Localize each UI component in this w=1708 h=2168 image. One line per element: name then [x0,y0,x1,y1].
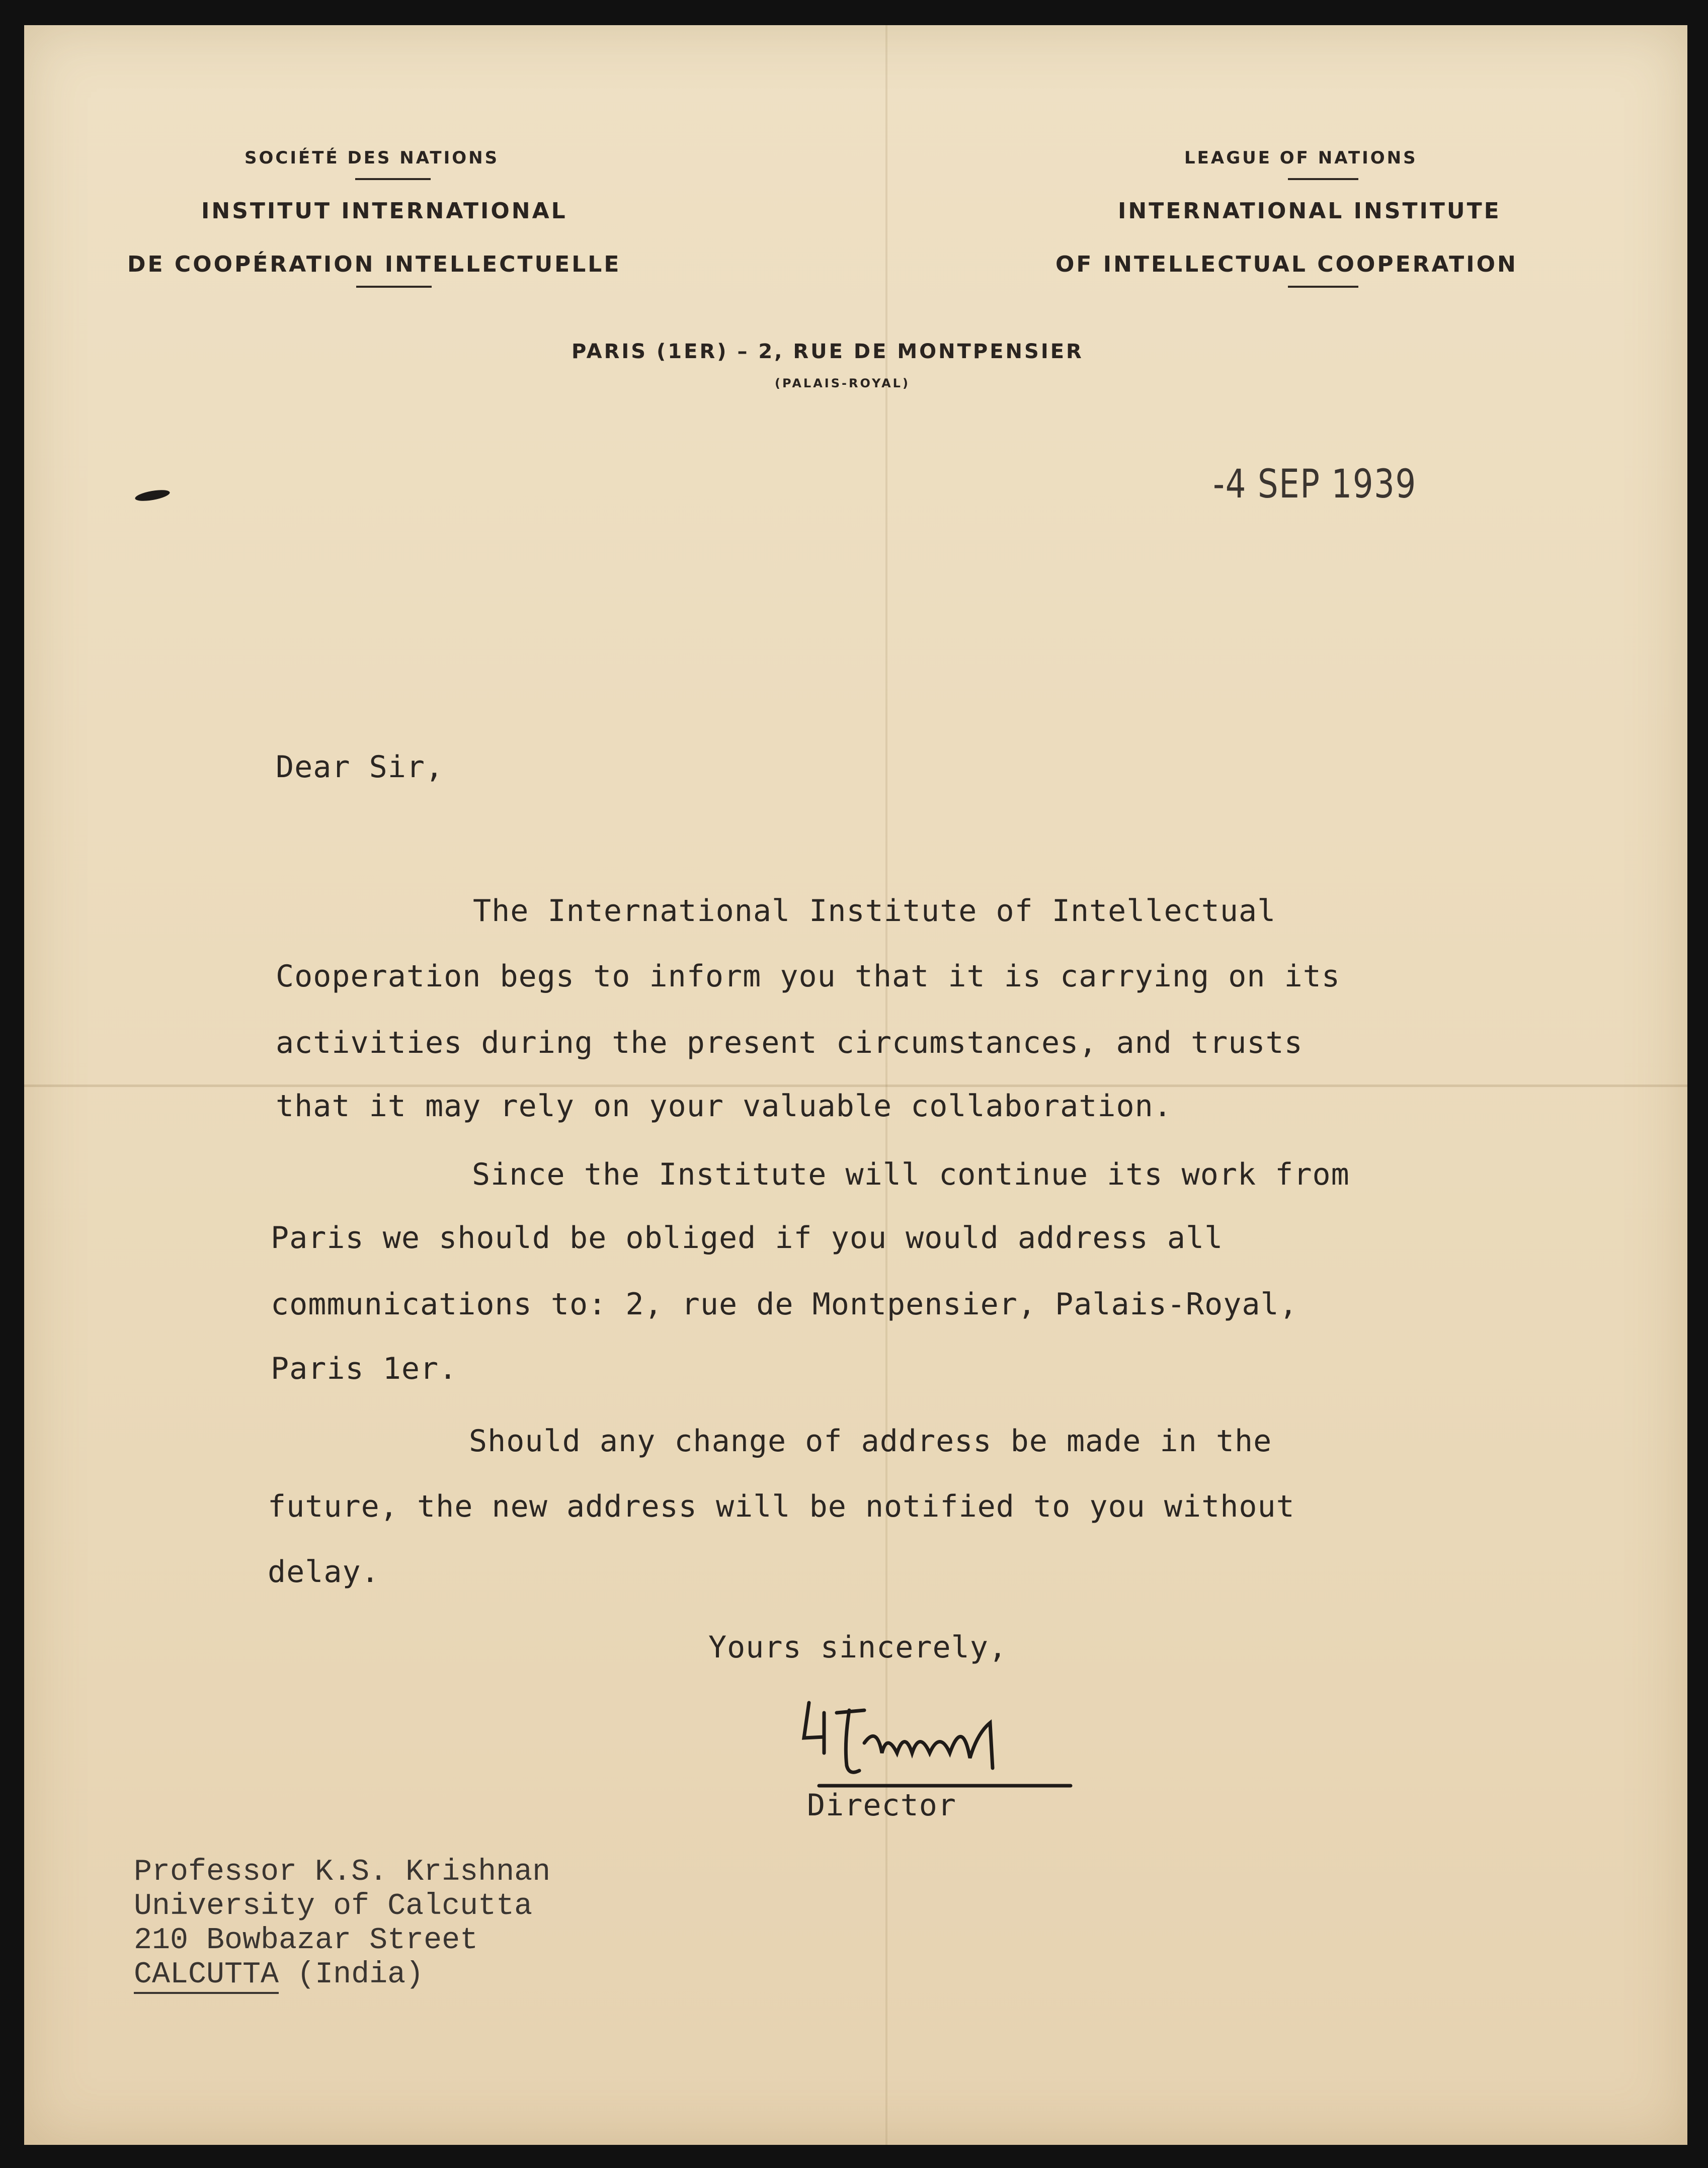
recipient-street: 210 Bowbazar Street [134,1924,478,1958]
recipient-country: (India) [297,1958,424,1992]
letterhead-right-line1: INTERNATIONAL INSTITUTE [1118,198,1501,224]
director-signature [789,1683,1081,1798]
body-line: Cooperation begs to inform you that it is carrying on its [276,959,1341,994]
recipient-institution: University of Calcutta [134,1889,533,1924]
body-line: Should any change of address be made in the [469,1424,1272,1459]
horizontal-fold-crease [24,1085,1687,1087]
body-line: future, the new address will be notified to you without [268,1489,1295,1524]
date-stamp: -4 SEP 1939 [1213,462,1417,507]
letterhead-right-line2: OF INTELLECTUAL COOPERATION [1055,252,1518,277]
body-line: that it may rely on your valuable collaboration. [276,1089,1172,1124]
letterhead-left-org: SOCIÉTÉ DES NATIONS [245,148,500,168]
letter-sheet [24,25,1687,2145]
letterhead-right-org: LEAGUE OF NATIONS [1184,148,1418,168]
letterhead-left-line2: DE COOPÉRATION INTELLECTUELLE [127,252,621,277]
letterhead-address: PARIS (1ER) – 2, RUE DE MONTPENSIER [572,340,1084,363]
body-line: communications to: 2, rue de Montpensier, Palais-Royal, [271,1287,1298,1322]
body-line: Paris we should be obliged if you would address all [271,1220,1224,1256]
body-line: delay. [268,1554,380,1590]
letterhead-left-rule-1 [355,178,431,180]
letterhead-right-rule-2 [1288,286,1358,288]
letterhead-left-rule-2 [356,286,432,288]
recipient-name: Professor K.S. Krishnan [134,1855,551,1889]
letterhead-right-rule-1 [1288,178,1358,180]
recipient-city: CALCUTTA [134,1958,279,1994]
recipient-city-line [134,1958,424,1992]
body-line: Since the Institute will continue its work from [472,1157,1350,1192]
letterhead-address-sub: (PALAIS-ROYAL) [775,376,910,390]
body-line: Paris 1er. [271,1351,458,1386]
ink-blot [134,488,171,503]
body-line: activities during the present circumstances, and trusts [276,1025,1303,1060]
letterhead-left-line1: INSTITUT INTERNATIONAL [201,198,567,224]
body-line: The International Institute of Intellectual [473,893,1276,929]
signer-title: Director [807,1788,956,1823]
salutation: Dear Sir, [276,749,444,785]
closing: Yours sincerely, [708,1630,1007,1665]
